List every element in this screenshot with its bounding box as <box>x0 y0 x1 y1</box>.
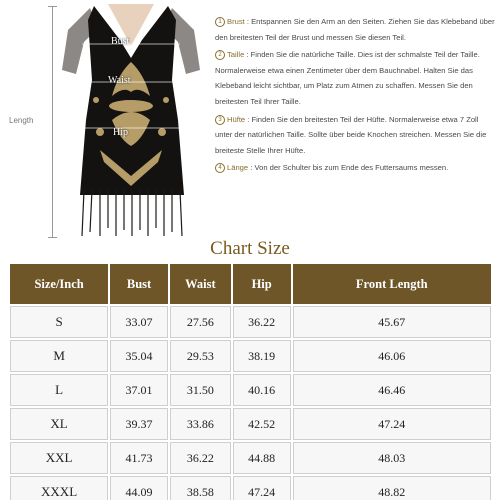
header-hip: Hip <box>233 264 291 304</box>
table-row <box>10 476 491 500</box>
waist-cell: 33.86 <box>170 408 231 440</box>
bust-cell: 35.04 <box>110 340 168 372</box>
instruction-title: Hüfte <box>227 114 246 124</box>
bust-cell: 44.09 <box>110 476 168 500</box>
size-cell: XXXL <box>10 476 108 500</box>
hip-cell: 42.52 <box>233 408 291 440</box>
size-cell: L <box>10 374 108 406</box>
bust-cell: 39.37 <box>110 408 168 440</box>
instruction-bust <box>215 14 497 45</box>
hip-cell: 40.16 <box>233 374 291 406</box>
instruction-text: : Entspannen Sie den Arm an den Seiten. Ziehen Sie das Klebeband über den breitesten Teil der Brust und messen Sie diesen Teil. <box>215 17 495 42</box>
size-cell: M <box>10 340 108 372</box>
front-length-cell: 46.46 <box>293 374 491 406</box>
dress-illustration <box>0 0 210 238</box>
table-row <box>10 408 491 440</box>
bust-cell: 37.01 <box>110 374 168 406</box>
bust-cell: 33.07 <box>110 306 168 338</box>
table-row <box>10 442 491 474</box>
header-front-length: Front Length <box>293 264 491 304</box>
size-cell: XXL <box>10 442 108 474</box>
chart-size-title: Chart Size <box>210 238 290 259</box>
waist-cell: 29.53 <box>170 340 231 372</box>
instruction-length <box>215 160 497 176</box>
flapper-dress-image <box>60 0 205 238</box>
front-length-cell: 48.03 <box>293 442 491 474</box>
measurement-instructions <box>215 14 497 178</box>
instruction-text: : Finden Sie die natürliche Taille. Dies ist der schmalste Teil der Taille. Normalerweise etwa einen Zentimeter über dem Bauchnabel. Halten Sie das Klebeband leicht sichtbar, um Platz zum Atmen zu schaffen. Messen Sie den breitesten Teil Ihrer Taille. <box>215 50 480 106</box>
front-length-cell: 47.24 <box>293 408 491 440</box>
waist-cell: 27.56 <box>170 306 231 338</box>
hip-cell: 44.88 <box>233 442 291 474</box>
front-length-cell: 46.06 <box>293 340 491 372</box>
instruction-hip <box>215 112 497 159</box>
hip-cell: 38.19 <box>233 340 291 372</box>
table-row <box>10 340 491 372</box>
size-cell: XL <box>10 408 108 440</box>
instruction-waist <box>215 47 497 109</box>
hip-cell: 36.22 <box>233 306 291 338</box>
hip-cell: 47.24 <box>233 476 291 500</box>
table-row <box>10 306 491 338</box>
number-icon: 4 <box>215 163 225 173</box>
length-measure-line <box>52 6 53 238</box>
hip-label: Hip <box>113 127 128 138</box>
size-chart-table <box>8 262 493 500</box>
header-bust: Bust <box>110 264 168 304</box>
number-icon: 1 <box>215 17 225 27</box>
waist-label: Waist <box>108 75 131 86</box>
bust-cell: 41.73 <box>110 442 168 474</box>
instruction-text: : Finden Sie den breitesten Teil der Hüfte. Normalerweise etwa 7 Zoll unter der natürlichen Taille. Sollte über beide Knochen streichen. Messen Sie die breiteste Stelle Ihrer Hüfte. <box>215 114 487 155</box>
length-label: Length <box>9 116 34 125</box>
header-size: Size/Inch <box>10 264 108 304</box>
bust-label: Bust <box>111 36 130 47</box>
front-length-cell: 45.67 <box>293 306 491 338</box>
number-icon: 3 <box>215 115 225 125</box>
front-length-cell: 48.82 <box>293 476 491 500</box>
header-waist: Waist <box>170 264 231 304</box>
number-icon: 2 <box>215 50 225 60</box>
instruction-title: Taille <box>227 50 245 60</box>
waist-cell: 36.22 <box>170 442 231 474</box>
waist-cell: 31.50 <box>170 374 231 406</box>
instruction-title: Länge <box>227 163 249 173</box>
waist-cell: 38.58 <box>170 476 231 500</box>
table-row <box>10 374 491 406</box>
instruction-text: : Von der Schulter bis zum Ende des Futtersaums messen. <box>248 163 449 173</box>
size-cell: S <box>10 306 108 338</box>
table-header-row <box>10 264 491 304</box>
instruction-title: Brust <box>227 17 245 26</box>
